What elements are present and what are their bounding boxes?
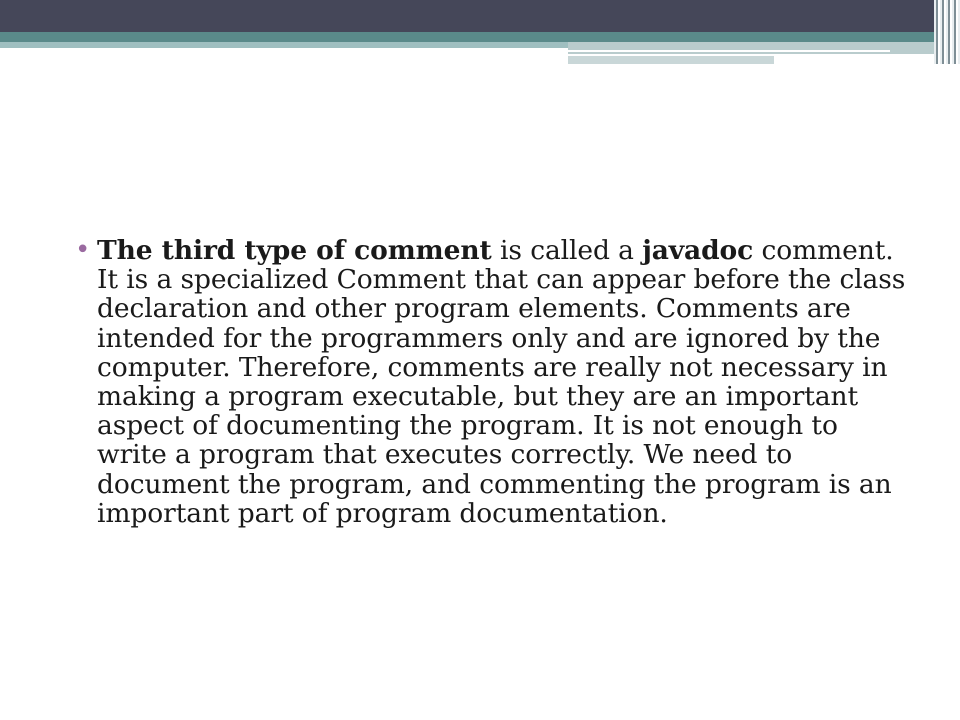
body-text: comment. It is a specialized Comment that can appear before the class declaration and other program elements. Comments are intended for the programmers only and are ignored by the computer. Therefore, comments are really not necessary in making a program executable, but they are an important aspect of documenting the program. It is not enough to write a program that executes correctly. We need to document the program, and commenting the program is an important part of program documentation. <box>97 235 906 529</box>
banner-teal-band <box>0 32 960 42</box>
banner-stripes <box>934 0 960 64</box>
slide-content <box>75 236 915 528</box>
banner-sliver <box>568 56 774 64</box>
mid-text: is called a <box>491 235 643 266</box>
banner-light-band <box>0 42 568 48</box>
banner-dark-band <box>0 0 960 32</box>
banner-right-band <box>568 42 960 54</box>
bullet-icon: • <box>75 235 91 265</box>
banner-white-line <box>568 50 890 52</box>
top-banner <box>0 0 960 70</box>
javadoc-term: javadoc <box>642 235 754 266</box>
bullet-paragraph <box>75 236 915 528</box>
lead-phrase: The third type of comment <box>97 235 492 266</box>
